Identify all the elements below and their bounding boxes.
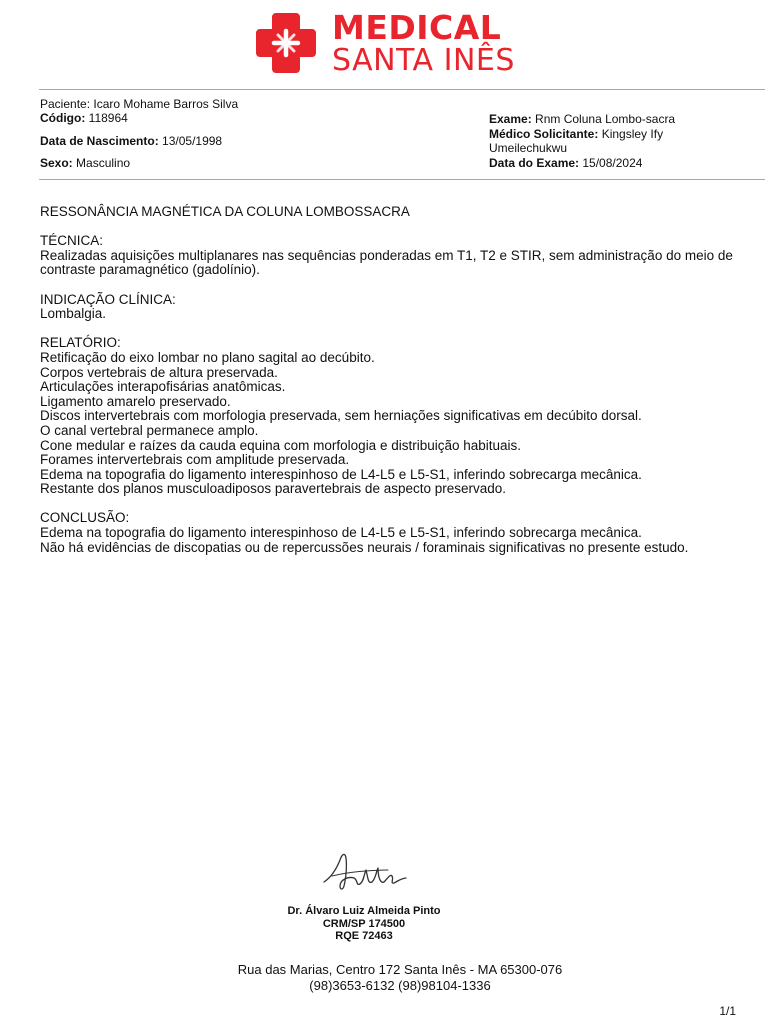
patient-sex-label: Sexo: [40,156,73,170]
exam-date-label: Data do Exame: [489,156,580,170]
finding-line: O canal vertebral permanece amplo. [40,422,259,438]
exam-date: 15/08/2024 [582,156,643,170]
patient-name-row [40,97,238,111]
exam-name: Rnm Coluna Lombo-sacra [535,112,676,126]
brand-name-line2: SANTA INÊS [332,43,515,78]
exam-physician-name: Kingsley Ify Umeilechukwu [489,127,664,155]
finding-line: Ligamento amarelo preservado. [40,393,231,409]
patient-birth-row [40,134,222,148]
technique-text: Realizadas aquisições multiplanares nas sequências ponderadas em T1, T2 e STIR, sem administração do meio de contraste paramagnético (gadolínio). [40,247,733,278]
conclusion-heading: CONCLUSÃO: [40,510,130,526]
patient-name-label: Paciente: [40,97,91,111]
finding-line: Edema na topografia do ligamento interespinhoso de L4-L5 e L5-S1, inferindo sobrecarga mecânica. [40,466,642,482]
footer-phones: (98)3653-6132 (98)98104-1336 [309,977,491,993]
technique-heading: TÉCNICA: [40,233,104,249]
finding-line: Forames intervertebrais com amplitude preservada. [40,452,350,468]
clinic-logo [254,8,534,78]
medical-cross-icon [254,11,318,75]
signer-name: Dr. Álvaro Luiz Almeida Pinto [287,905,441,917]
exam-date-row [489,156,642,170]
signer-rqe: RQE 72463 [335,930,393,942]
conclusion-line: Edema na topografia do ligamento interespinhoso de L4-L5 e L5-S1, inferindo sobrecarga mecânica. [40,525,642,541]
patient-sex-row [40,156,130,170]
finding-line: Restante dos planos musculoadiposos paravertebrais de aspecto preservado. [40,481,507,497]
patient-code: 118964 [88,111,128,125]
footer-address: Rua das Marias, Centro 172 Santa Inês - MA 65300-076 [237,962,563,977]
patient-birth-label: Data de Nascimento: [40,134,159,148]
header-bottom-divider [39,179,765,180]
finding-line: Articulações interapofisárias anatômicas. [40,379,286,395]
exam-physician-row [489,127,739,155]
patient-code-label: Código: [40,111,86,125]
signer-crm: CRM/SP 174500 [322,917,406,930]
header-top-divider [39,89,765,90]
signer-block [259,905,469,943]
finding-line: Cone medular e raízes da cauda equina com morfologia e distribuição habituais. [40,437,522,453]
findings-heading: RELATÓRIO: [40,335,121,351]
report-body [40,205,745,555]
indication-text: Lombalgia. [40,306,107,322]
indication-heading: INDICAÇÃO CLÍNICA: [40,291,176,307]
handwritten-signature [318,848,418,898]
footer [150,962,650,993]
finding-line: Corpos vertebrais de altura preservada. [40,364,278,380]
brand-name-line1: MEDICAL [332,8,502,47]
report-title: RESSONÂNCIA MAGNÉTICA DA COLUNA LOMBOSSACRA [40,204,410,219]
page-number: 1/1 [719,1004,736,1018]
patient-code-row [40,111,128,125]
exam-name-label: Exame: [489,112,532,126]
patient-birth-date: 13/05/1998 [162,134,223,148]
finding-line: Discos intervertebrais com morfologia preservada, sem herniações significativas em decúbito dorsal. [40,408,642,424]
finding-line: Retificação do eixo lombar no plano sagital ao decúbito. [40,349,375,365]
patient-name: Icaro Mohame Barros Silva [93,97,239,111]
exam-physician-label: Médico Solicitante: [489,127,599,141]
patient-sex: Masculino [76,156,131,170]
conclusion-line: Não há evidências de discopatias ou de repercussões neurais / foraminais significativas no presente estudo. [40,539,689,555]
exam-name-row [489,112,675,126]
